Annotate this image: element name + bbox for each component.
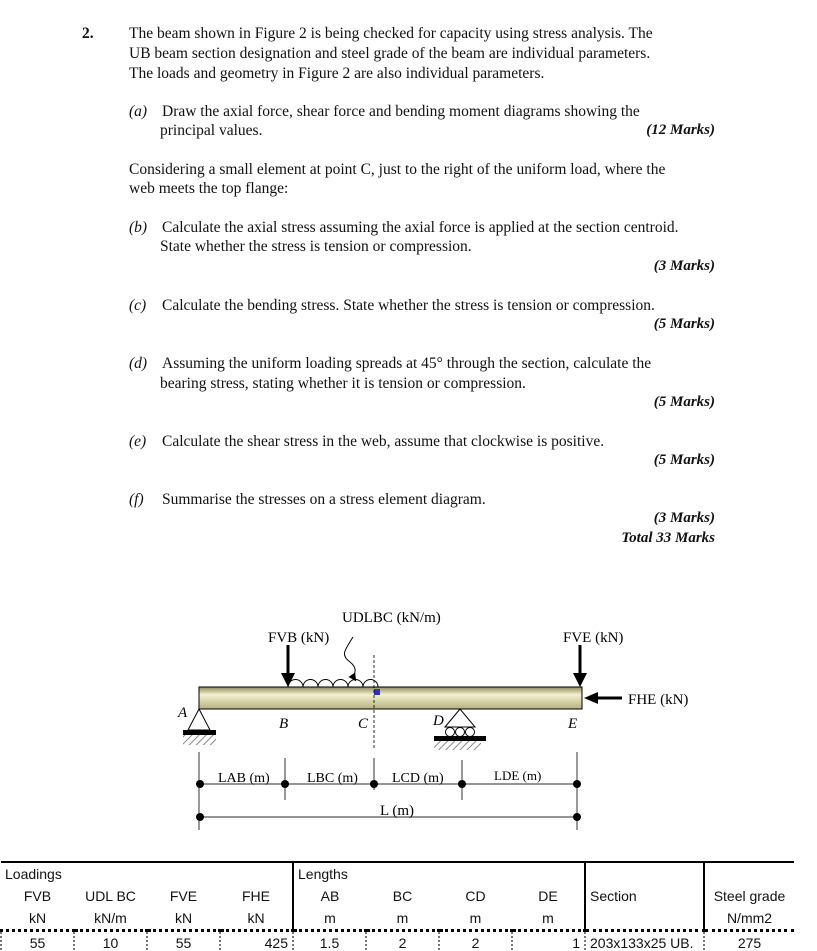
value-cd: 2 bbox=[439, 931, 512, 951]
lengths-group: Lengths bbox=[293, 862, 585, 885]
unit-cell: kN bbox=[247, 910, 265, 926]
pin-support-a bbox=[188, 709, 210, 730]
parameters-table bbox=[0, 861, 794, 951]
dim-lbc: LBC (m) bbox=[307, 771, 358, 786]
header-fve: FVE bbox=[169, 888, 198, 904]
total-marks: Total 33 Marks bbox=[621, 530, 715, 546]
part-c-label: (c) bbox=[129, 297, 147, 314]
part-d-text: Assuming the uniform loading spreads at 45° through the section, calculate the bbox=[162, 355, 652, 372]
unit-cell: N/mm2 bbox=[704, 907, 794, 931]
value-bc: 2 bbox=[366, 931, 439, 951]
part-f-marks: (3 Marks) bbox=[653, 510, 715, 526]
part-c-marks: (5 Marks) bbox=[653, 316, 715, 332]
point-d-label: D bbox=[433, 713, 444, 729]
header-ab: AB bbox=[293, 885, 366, 907]
part-a-text: principal values. bbox=[160, 122, 263, 139]
dim-l-total: L (m) bbox=[380, 803, 415, 819]
part-e-text: Calculate the shear stress in the web, assume that clockwise is positive. bbox=[162, 433, 605, 450]
part-a-text: Draw the axial force, shear force and bending moment diagrams showing the bbox=[162, 103, 640, 120]
part-d-label: (d) bbox=[129, 355, 148, 372]
header-bc: BC bbox=[392, 888, 413, 904]
unit-cell: m bbox=[293, 907, 366, 931]
part-d-marks: (5 Marks) bbox=[653, 394, 715, 410]
part-b-marks: (3 Marks) bbox=[653, 258, 715, 274]
intro-line: UB beam section designation and steel grade of the beam are individual parameters. bbox=[129, 45, 651, 62]
intro-line: The beam shown in Figure 2 is being checked for capacity using stress analysis. The bbox=[129, 25, 653, 42]
unit-cell: kN bbox=[28, 910, 47, 926]
value-udl: 10 bbox=[74, 931, 147, 951]
question-number: 2. bbox=[82, 25, 94, 42]
point-e-label: E bbox=[568, 716, 578, 732]
beam bbox=[199, 687, 582, 709]
unit-cell: kN/m bbox=[94, 910, 127, 926]
part-f-text: Summarise the stresses on a stress element diagram. bbox=[162, 491, 486, 508]
value-ab: 1.5 bbox=[293, 931, 366, 951]
value-fhe: 425 bbox=[220, 931, 293, 951]
part-a-label: (a) bbox=[129, 103, 148, 120]
dim-lcd: LCD (m) bbox=[392, 771, 444, 786]
roller-support-d bbox=[445, 709, 475, 727]
part-c-text: Calculate the bending stress. State whether the stress is tension or compression. bbox=[162, 297, 655, 314]
part-e-label: (e) bbox=[129, 433, 147, 450]
unit-cell: m bbox=[542, 910, 554, 926]
header-de: DE bbox=[538, 888, 558, 904]
loadings-group: Loadings bbox=[1, 862, 293, 885]
dim-lde: LDE (m) bbox=[494, 768, 542, 783]
unit-cell bbox=[585, 907, 704, 931]
point-a-label: A bbox=[178, 705, 188, 721]
intro-line: The loads and geometry in Figure 2 are also individual parameters. bbox=[129, 65, 545, 82]
unit-cell: m bbox=[469, 910, 482, 926]
context-line: Considering a small element at point C, just to the right of the uniform load, where the bbox=[129, 161, 666, 178]
fhe-label: FHE (kN) bbox=[628, 692, 689, 708]
point-b-label: B bbox=[279, 716, 289, 732]
part-b-label: (b) bbox=[129, 219, 148, 236]
udl-load bbox=[288, 680, 378, 687]
part-a-marks: (12 Marks) bbox=[646, 122, 715, 138]
value-fvb: 55 bbox=[1, 931, 74, 951]
part-d-text: bearing stress, stating whether it is tension or compression. bbox=[160, 375, 526, 392]
header-fhe: FHE bbox=[242, 888, 270, 904]
dim-lab: LAB (m) bbox=[218, 771, 270, 786]
part-e-marks: (5 Marks) bbox=[653, 452, 715, 468]
part-f-label: (f) bbox=[129, 491, 144, 508]
header-cd: CD bbox=[465, 888, 486, 904]
element-c-marker bbox=[374, 689, 380, 695]
header-fvb: FVB bbox=[23, 888, 52, 904]
point-c-label: C bbox=[358, 716, 369, 732]
value-section: 203x133x25 UB. bbox=[585, 931, 704, 951]
header-udl: UDL BC bbox=[85, 888, 136, 904]
value-steel-grade: 275 bbox=[704, 931, 794, 951]
header-steel-grade: Steel grade bbox=[704, 885, 794, 907]
unit-cell: kN bbox=[174, 910, 193, 926]
part-b-text: Calculate the axial stress assuming the axial force is applied at the section centroid. bbox=[162, 219, 679, 236]
header-section: Section bbox=[585, 885, 704, 907]
udl-pointer-arrow bbox=[344, 637, 355, 678]
value-fve: 55 bbox=[147, 931, 220, 951]
fve-label: FVE (kN) bbox=[563, 630, 624, 646]
context-line: web meets the top flange: bbox=[129, 180, 289, 197]
value-de: 1 bbox=[512, 931, 585, 951]
unit-cell: m bbox=[396, 910, 409, 926]
fvb-label: FVB (kN) bbox=[268, 630, 330, 646]
udl-label: UDLBC (kN/m) bbox=[342, 610, 441, 626]
part-b-text: State whether the stress is tension or compression. bbox=[160, 238, 472, 255]
